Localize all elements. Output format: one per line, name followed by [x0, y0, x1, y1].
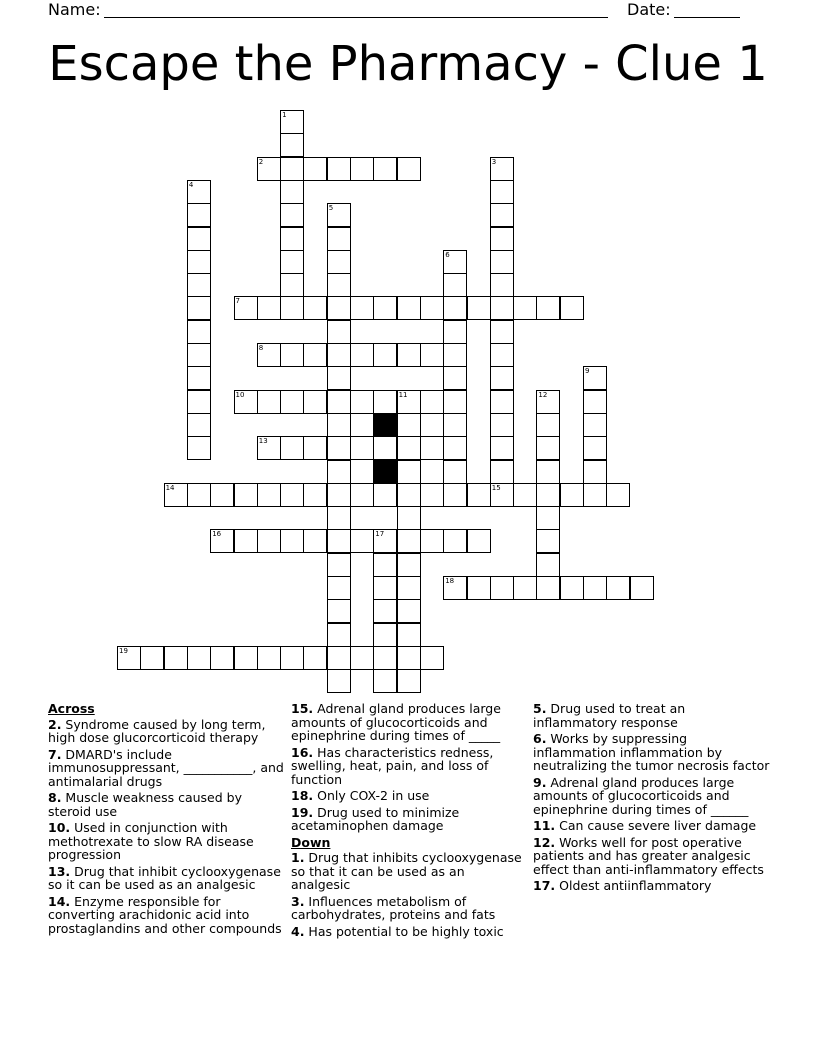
- grid-cell[interactable]: [187, 203, 211, 227]
- clue-item-number: 7.: [48, 746, 62, 762]
- grid-cell[interactable]: [210, 646, 234, 670]
- grid-cell[interactable]: [187, 273, 211, 297]
- clue-item-text: Muscle weakness caused by steroid use: [48, 790, 242, 819]
- grid-cell[interactable]: [280, 273, 304, 297]
- clue-number: 12: [538, 390, 548, 399]
- grid-cell[interactable]: [397, 483, 421, 507]
- grid-cell[interactable]: [443, 296, 467, 320]
- clue-item: [48, 821, 284, 862]
- grid-cell[interactable]: [397, 529, 421, 553]
- grid-cell[interactable]: [490, 436, 514, 460]
- grid-cell[interactable]: [350, 529, 374, 553]
- clue-number: 17: [375, 530, 385, 539]
- grid-cell[interactable]: [187, 390, 211, 414]
- grid-cell[interactable]: [327, 646, 351, 670]
- grid-block: [373, 460, 397, 484]
- grid-cell[interactable]: [280, 529, 304, 553]
- grid-cell[interactable]: [280, 483, 304, 507]
- clue-item-text: Drug that inhibits cyclooxygenase so that it can be used as an analgesic: [291, 850, 522, 892]
- clue-item-text: Used in conjunction with methotrexate to slow RA disease progression: [48, 820, 254, 862]
- grid-cell[interactable]: [397, 599, 421, 623]
- grid-block: [373, 413, 397, 437]
- grid-cell[interactable]: [490, 180, 514, 204]
- grid-cell[interactable]: [350, 157, 374, 181]
- clue-item-number: 6.: [533, 731, 547, 746]
- grid-cell[interactable]: [490, 343, 514, 367]
- grid-cell[interactable]: [467, 529, 491, 553]
- grid-cell[interactable]: [467, 483, 491, 507]
- clue-number: 11: [398, 390, 408, 399]
- grid-cell[interactable]: [490, 273, 514, 297]
- clue-number: 14: [165, 483, 175, 492]
- grid-cell[interactable]: [327, 669, 351, 693]
- grid-cell[interactable]: [397, 390, 421, 414]
- clue-item-number: 3.: [291, 893, 305, 909]
- date-label: Date:: [627, 0, 671, 19]
- grid-cell[interactable]: [327, 250, 351, 274]
- grid-cell[interactable]: [630, 576, 654, 600]
- grid-cell[interactable]: [350, 343, 374, 367]
- grid-cell[interactable]: [210, 529, 234, 553]
- grid-cell[interactable]: [606, 483, 630, 507]
- grid-cell[interactable]: [397, 296, 421, 320]
- grid-cell[interactable]: [280, 343, 304, 367]
- clue-item: [291, 746, 527, 787]
- grid-cell[interactable]: [350, 296, 374, 320]
- clue-item-text: Has potential to be highly toxic: [304, 923, 504, 939]
- grid-cell[interactable]: [420, 483, 444, 507]
- clue-item-number: 10.: [48, 820, 71, 835]
- grid-cell[interactable]: [257, 343, 281, 367]
- grid-cell[interactable]: [490, 413, 514, 437]
- grid-cell[interactable]: [443, 366, 467, 390]
- grid-cell[interactable]: [420, 343, 444, 367]
- clue-item-number: 4.: [291, 923, 305, 939]
- grid-cell[interactable]: [257, 483, 281, 507]
- name-label: Name:: [48, 0, 101, 19]
- grid-cell[interactable]: [397, 343, 421, 367]
- grid-cell[interactable]: [280, 250, 304, 274]
- grid-cell[interactable]: [373, 576, 397, 600]
- grid-cell[interactable]: [397, 157, 421, 181]
- clue-item: [291, 702, 527, 743]
- grid-cell[interactable]: [327, 599, 351, 623]
- grid-cell[interactable]: [397, 669, 421, 693]
- clue-item-text: Oldest antiinflammatory: [555, 878, 712, 893]
- grid-cell[interactable]: [140, 646, 164, 670]
- grid-cell[interactable]: [327, 483, 351, 507]
- grid-cell[interactable]: [350, 646, 374, 670]
- grid-cell[interactable]: [187, 320, 211, 344]
- grid-cell[interactable]: [490, 203, 514, 227]
- clue-item-text: Adrenal gland produces large amounts of glucocorticoids and epinephrine during times of ______: [533, 774, 749, 817]
- grid-cell[interactable]: [560, 296, 584, 320]
- clue-column-3: [533, 702, 773, 896]
- clue-item-number: 13.: [48, 863, 71, 879]
- grid-cell[interactable]: [257, 529, 281, 553]
- grid-cell[interactable]: [187, 250, 211, 274]
- clue-item: [48, 865, 284, 892]
- grid-cell[interactable]: [443, 390, 467, 414]
- grid-cell[interactable]: [536, 529, 560, 553]
- clue-column-1: [48, 702, 284, 938]
- clue-item-text: Influences metabolism of carbohydrates, proteins and fats: [291, 893, 496, 922]
- grid-cell[interactable]: [117, 646, 141, 670]
- grid-cell[interactable]: [234, 529, 258, 553]
- clue-item: [48, 791, 284, 818]
- clue-number: 8: [258, 344, 264, 352]
- grid-cell[interactable]: [443, 576, 467, 600]
- grid-cell[interactable]: [536, 553, 560, 577]
- grid-cell[interactable]: [513, 296, 537, 320]
- clue-item: [291, 925, 527, 939]
- grid-cell[interactable]: [397, 436, 421, 460]
- page-title: Escape the Pharmacy - Clue 1: [48, 36, 768, 92]
- grid-cell[interactable]: [257, 157, 281, 181]
- grid-cell[interactable]: [373, 436, 397, 460]
- clue-item: [533, 836, 773, 877]
- grid-cell[interactable]: [373, 483, 397, 507]
- grid-cell[interactable]: [187, 227, 211, 251]
- down-clue-list: [291, 851, 527, 938]
- grid-cell[interactable]: [373, 390, 397, 414]
- grid-cell[interactable]: [420, 390, 444, 414]
- clue-number: 10: [235, 390, 245, 399]
- grid-cell[interactable]: [257, 436, 281, 460]
- grid-cell[interactable]: [536, 296, 560, 320]
- clue-item: [533, 879, 773, 893]
- clue-item: [291, 789, 527, 803]
- grid-cell[interactable]: [327, 506, 351, 530]
- grid-cell[interactable]: [583, 576, 607, 600]
- grid-cell[interactable]: [536, 506, 560, 530]
- clue-item-text: Has characteristics redness, swelling, heat, pain, and loss of function: [291, 744, 494, 787]
- grid-cell[interactable]: [280, 157, 304, 181]
- grid-cell[interactable]: [420, 436, 444, 460]
- grid-cell[interactable]: [327, 157, 351, 181]
- grid-cell[interactable]: [234, 390, 258, 414]
- grid-cell[interactable]: [536, 460, 560, 484]
- grid-cell[interactable]: [280, 646, 304, 670]
- grid-cell[interactable]: [350, 390, 374, 414]
- grid-cell[interactable]: [280, 133, 304, 157]
- clue-item-number: 1.: [291, 850, 305, 865]
- grid-cell[interactable]: [536, 436, 560, 460]
- grid-cell[interactable]: [280, 390, 304, 414]
- clue-number: 2: [258, 157, 264, 166]
- clue-item: [533, 776, 773, 817]
- grid-cell[interactable]: [467, 296, 491, 320]
- clue-item-text: Can cause severe liver damage: [555, 818, 757, 833]
- grid-cell[interactable]: [303, 296, 327, 320]
- grid-cell[interactable]: [187, 646, 211, 670]
- down-heading: Down: [291, 834, 331, 850]
- clue-number: 18: [445, 577, 455, 585]
- grid-cell[interactable]: [606, 576, 630, 600]
- clue-item-number: 8.: [48, 790, 62, 805]
- grid-cell[interactable]: [234, 296, 258, 320]
- grid-cell[interactable]: [280, 203, 304, 227]
- grid-cell[interactable]: [327, 436, 351, 460]
- grid-cell[interactable]: [443, 483, 467, 507]
- clue-item: [291, 895, 527, 922]
- grid-cell[interactable]: [536, 390, 560, 414]
- clue-item-text: Drug used to treat an inflammatory response: [533, 701, 686, 730]
- grid-cell[interactable]: [234, 646, 258, 670]
- grid-cell[interactable]: [373, 646, 397, 670]
- grid-cell[interactable]: [443, 460, 467, 484]
- grid-cell[interactable]: [303, 157, 327, 181]
- clue-item-number: 5.: [533, 701, 547, 716]
- grid-cell[interactable]: [490, 483, 514, 507]
- clue-number: 7: [235, 297, 240, 306]
- grid-cell[interactable]: [373, 669, 397, 693]
- grid-cell[interactable]: [373, 296, 397, 320]
- grid-cell[interactable]: [187, 483, 211, 507]
- grid-cell[interactable]: [443, 529, 467, 553]
- grid-cell[interactable]: [187, 296, 211, 320]
- grid-cell[interactable]: [536, 483, 560, 507]
- clue-item-number: 9.: [533, 774, 547, 790]
- grid-cell[interactable]: [490, 296, 514, 320]
- grid-cell[interactable]: [490, 250, 514, 274]
- grid-cell[interactable]: [420, 296, 444, 320]
- grid-cell[interactable]: [490, 227, 514, 251]
- clue-number: 19: [119, 646, 128, 655]
- clue-item-number: 12.: [533, 834, 556, 850]
- clue-item: [533, 702, 773, 729]
- grid-cell[interactable]: [490, 460, 514, 484]
- clue-item: [291, 851, 527, 892]
- grid-cell[interactable]: [490, 390, 514, 414]
- grid-cell[interactable]: [397, 460, 421, 484]
- grid-cell[interactable]: [490, 157, 514, 181]
- grid-cell[interactable]: [490, 366, 514, 390]
- grid-cell[interactable]: [187, 413, 211, 437]
- grid-cell[interactable]: [327, 320, 351, 344]
- grid-cell[interactable]: [303, 343, 327, 367]
- clue-item: [48, 895, 284, 936]
- grid-cell[interactable]: [583, 460, 607, 484]
- grid-cell[interactable]: [583, 413, 607, 437]
- grid-cell[interactable]: [327, 413, 351, 437]
- grid-cell[interactable]: [327, 227, 351, 251]
- grid-cell[interactable]: [327, 529, 351, 553]
- grid-cell[interactable]: [583, 436, 607, 460]
- grid-cell[interactable]: [373, 599, 397, 623]
- clue-item-number: 14.: [48, 893, 71, 909]
- grid-cell[interactable]: [420, 529, 444, 553]
- clue-item-number: 19.: [291, 804, 314, 820]
- grid-cell[interactable]: [327, 366, 351, 390]
- grid-cell[interactable]: [280, 110, 304, 134]
- grid-cell[interactable]: [303, 483, 327, 507]
- grid-cell[interactable]: [187, 436, 211, 460]
- clue-item-text: Works by suppressing inflammation inflammation by neutralizing the tumor necrosis factor: [533, 731, 770, 773]
- clue-item-number: 18.: [291, 788, 314, 803]
- grid-cell[interactable]: [420, 646, 444, 670]
- clue-item-number: 15.: [291, 701, 314, 716]
- grid-cell[interactable]: [187, 366, 211, 390]
- across-clue-list: [48, 718, 284, 936]
- grid-cell[interactable]: [583, 390, 607, 414]
- clue-number: 5: [328, 204, 334, 213]
- clue-item: [48, 718, 284, 745]
- grid-cell[interactable]: [327, 623, 351, 647]
- clue-item-text: Drug that inhibit cyclooxygenase so it can be used as an analgesic: [48, 863, 281, 892]
- across-heading: Across: [48, 701, 95, 716]
- grid-cell[interactable]: [327, 296, 351, 320]
- grid-cell[interactable]: [373, 343, 397, 367]
- clue-number: 13: [258, 437, 268, 446]
- clue-item-number: 2.: [48, 716, 62, 732]
- grid-cell[interactable]: [443, 320, 467, 344]
- grid-cell[interactable]: [327, 390, 351, 414]
- grid-cell[interactable]: [373, 157, 397, 181]
- grid-cell[interactable]: [303, 390, 327, 414]
- clue-column-2: [291, 702, 527, 941]
- clue-item-number: 17.: [533, 878, 556, 893]
- clue-item-text: Drug used to minimize acetaminophen damage: [291, 804, 460, 833]
- clue-item-text: Syndrome caused by long term, high dose glucorcorticoid therapy: [48, 716, 266, 745]
- grid-cell[interactable]: [280, 436, 304, 460]
- clue-number: 9: [585, 367, 590, 376]
- grid-cell[interactable]: [513, 576, 537, 600]
- grid-cell[interactable]: [280, 227, 304, 251]
- grid-cell[interactable]: [327, 343, 351, 367]
- grid-cell[interactable]: [257, 296, 281, 320]
- clue-item-text: Only COX-2 in use: [313, 788, 430, 803]
- clue-item-text: Enzyme responsible for converting arachidonic acid into prostaglandins and other compounds: [48, 893, 282, 936]
- grid-cell[interactable]: [373, 623, 397, 647]
- grid-cell[interactable]: [327, 576, 351, 600]
- grid-cell[interactable]: [397, 646, 421, 670]
- grid-cell[interactable]: [536, 576, 560, 600]
- grid-cell[interactable]: [536, 413, 560, 437]
- grid-cell[interactable]: [490, 576, 514, 600]
- grid-cell[interactable]: [443, 273, 467, 297]
- clue-item: [291, 806, 527, 833]
- grid-cell[interactable]: [443, 343, 467, 367]
- grid-cell[interactable]: [303, 436, 327, 460]
- grid-cell[interactable]: [327, 460, 351, 484]
- grid-cell[interactable]: [397, 413, 421, 437]
- clue-number: 6: [445, 250, 450, 259]
- grid-cell[interactable]: [350, 436, 374, 460]
- grid-cell[interactable]: [327, 203, 351, 227]
- grid-cell[interactable]: [303, 529, 327, 553]
- grid-cell[interactable]: [257, 390, 281, 414]
- grid-cell[interactable]: [560, 483, 584, 507]
- grid-cell[interactable]: [373, 553, 397, 577]
- grid-cell[interactable]: [164, 483, 188, 507]
- clue-number: 15: [491, 483, 501, 492]
- clue-item: [533, 732, 773, 773]
- grid-cell[interactable]: [443, 436, 467, 460]
- grid-cell[interactable]: [443, 250, 467, 274]
- grid-cell[interactable]: [467, 576, 491, 600]
- clue-item-text: Works well for post operative patients and has greater analgesic effect than anti-inflammatory effects: [533, 834, 764, 877]
- clue-item: [533, 819, 773, 833]
- clue-item-number: 11.: [533, 818, 556, 833]
- clue-item-text: DMARD's include immunosuppressant, ___________, and antimalarial drugs: [48, 746, 284, 789]
- grid-cell[interactable]: [583, 366, 607, 390]
- grid-cell[interactable]: [234, 483, 258, 507]
- grid-cell[interactable]: [327, 553, 351, 577]
- grid-cell[interactable]: [280, 296, 304, 320]
- grid-cell[interactable]: [397, 576, 421, 600]
- grid-cell[interactable]: [187, 180, 211, 204]
- grid-cell[interactable]: [210, 483, 234, 507]
- grid-cell[interactable]: [513, 483, 537, 507]
- grid-cell[interactable]: [373, 529, 397, 553]
- grid-cell[interactable]: [583, 483, 607, 507]
- grid-cell[interactable]: [560, 576, 584, 600]
- grid-cell[interactable]: [397, 506, 421, 530]
- grid-cell[interactable]: [490, 320, 514, 344]
- down-clue-list-continued: [533, 702, 773, 893]
- grid-cell[interactable]: [280, 180, 304, 204]
- clue-number: 1: [282, 111, 287, 119]
- grid-cell[interactable]: [327, 273, 351, 297]
- clue-item-text: Adrenal gland produces large amounts of glucocorticoids and epinephrine during times of _____: [291, 701, 501, 743]
- grid-cell[interactable]: [397, 623, 421, 647]
- grid-cell[interactable]: [303, 646, 327, 670]
- across-clue-list-continued: [291, 702, 527, 833]
- grid-cell[interactable]: [164, 646, 188, 670]
- grid-cell[interactable]: [187, 343, 211, 367]
- clue-number: 16: [212, 530, 222, 539]
- clue-number: 4: [188, 180, 194, 189]
- grid-cell[interactable]: [350, 483, 374, 507]
- grid-cell[interactable]: [397, 553, 421, 577]
- clue-number: 3: [491, 157, 497, 166]
- clue-item-number: 16.: [291, 744, 314, 760]
- grid-cell[interactable]: [257, 646, 281, 670]
- clue-item: [48, 748, 284, 789]
- grid-cell[interactable]: [443, 413, 467, 437]
